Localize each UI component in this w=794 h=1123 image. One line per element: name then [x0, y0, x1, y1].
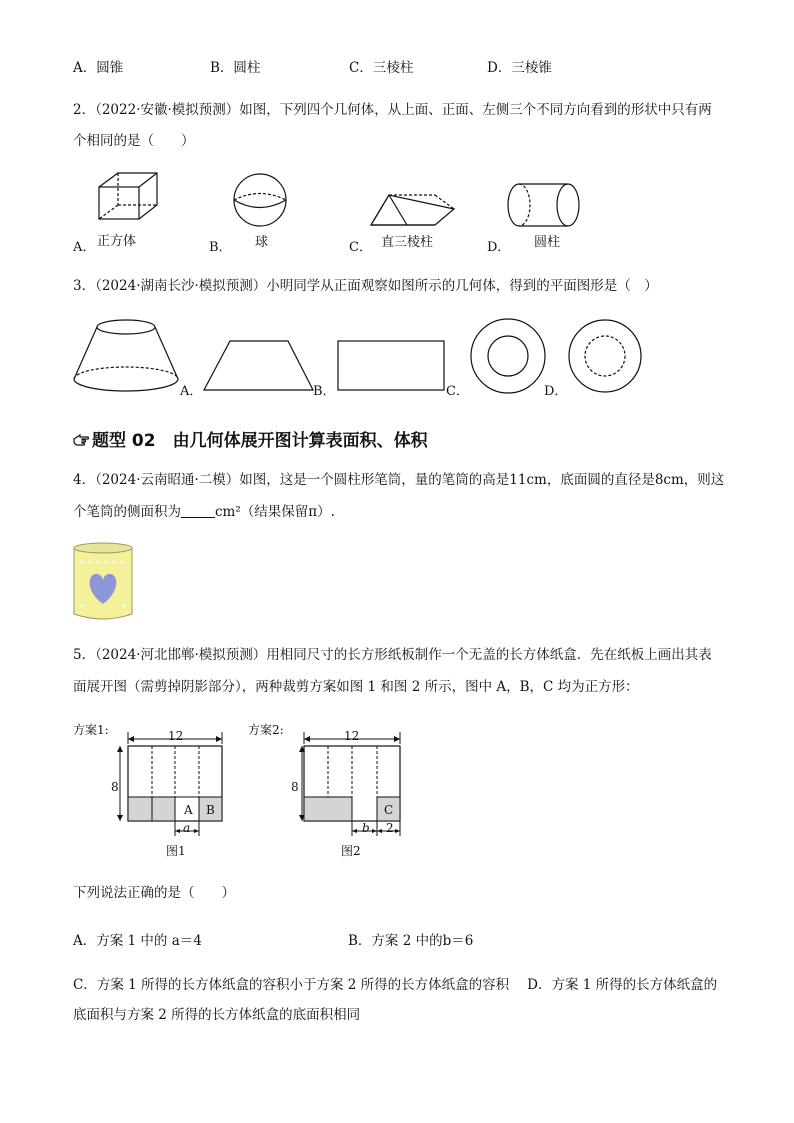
q2-option-a-letter: A． [73, 240, 96, 255]
rectangle-option [338, 341, 444, 390]
fig2-caption: 图2 [341, 844, 361, 858]
q2-cylinder-label: 圆柱 [534, 235, 561, 250]
plan2-label: 方案2: [248, 723, 284, 737]
q3-text-line1: 3．（2024·湖南长沙·模拟预测）小明同学从正面观察如图所示的几何体，得到的平面图形是（ ） [73, 278, 658, 294]
triangular-prism-figure [371, 195, 454, 225]
q4-text-line1: 4．（2024·云南昭通·二模）如图，这是一个圆柱形笔筒，量的笔筒的高是11cm，底面圆的直径是8cm，则这 [73, 472, 725, 488]
square-a-label: A [184, 803, 193, 817]
section-heading [73, 426, 428, 451]
q1-option-a: A．圆锥 [73, 60, 124, 76]
q1-option-d: D．三棱锥 [487, 60, 552, 76]
q2-text-line2: 个相同的是（ ） [73, 133, 195, 149]
q1-option-c: C．三棱柱 [349, 60, 414, 76]
plan1-height-label: 8 [111, 780, 119, 794]
q3-option-b-letter: B． [313, 384, 336, 399]
dim-2-label: 2 [386, 821, 394, 835]
q3-figures [0, 310, 794, 400]
solid-rings-option [471, 319, 545, 393]
plan1-width-label: 12 [168, 729, 184, 743]
q5-option-d-text-2: 底面积与方案 2 所得的长方体纸盒的底面积相同 [73, 1007, 361, 1023]
dashed-rings-option [569, 320, 641, 392]
q2-cube-label: 正方体 [97, 234, 137, 249]
q5-option-c [73, 975, 717, 995]
section-title: 题型 02 由几何体展开图计算表面积、体积 [92, 431, 428, 451]
q5-option-a: A．方案 1 中的 a＝4 [73, 933, 202, 949]
q2-option-c-letter: C． [349, 240, 372, 255]
fig1-caption: 图1 [166, 844, 186, 858]
q5-text-line1: 5．（2024·河北邯郸·模拟预测）用相同尺寸的长方形纸板制作一个无盖的长方体纸盒．先在纸板上画出其表 [73, 647, 712, 663]
dim-a-label: a [183, 821, 191, 835]
square-c-label: C [384, 803, 394, 817]
q5-option-c-text: C．方案 1 所得的长方体纸盒的容积小于方案 2 所得的长方体纸盒的容积 [73, 977, 510, 993]
hand-pointer-icon [73, 431, 90, 451]
q3-option-d-letter: D． [544, 384, 568, 399]
q2-option-b-letter: B． [209, 240, 232, 255]
q3-option-a-letter: A． [180, 384, 203, 399]
q2-text-line1: 2．（2022·安徽·模拟预测）如图，下列四个几何体，从上面、正面、左侧三个不同方向看到的形状中只有两 [73, 102, 712, 118]
q2-prism-label: 直三棱柱 [381, 235, 434, 250]
frustum-figure [74, 320, 178, 391]
q4-text-after-blank: cm²（结果保留π）. [215, 504, 335, 520]
q1-option-b: B．圆柱 [210, 60, 261, 76]
q4-text-before-blank: 个笔筒的侧面积为 [73, 504, 181, 520]
pen-holder-figure [70, 540, 140, 624]
plan2-width-label: 12 [344, 729, 360, 743]
plan2-height-label: 8 [291, 780, 299, 794]
dim-b-label: b [362, 821, 370, 835]
square-b-label: B [206, 803, 215, 817]
cylinder-figure [508, 184, 579, 226]
q5-text-line2: 面展开图（需剪掉阴影部分），两种裁剪方案如图 1 和图 2 所示，图中 A，B，C 均为正方形： [73, 679, 639, 695]
q5-option-d-text-1: D．方案 1 所得的长方体纸盒的 [527, 977, 718, 993]
q3-option-c-letter: C． [446, 384, 469, 399]
q5-prompt: 下列说法正确的是（ ） [73, 885, 235, 901]
q5-option-b: B．方案 2 中的b＝6 [348, 933, 474, 949]
sphere-figure [234, 174, 286, 226]
plan1-figure [70, 718, 240, 862]
cube-figure [99, 173, 157, 219]
q2-sphere-label: 球 [255, 235, 269, 250]
answer-blank [181, 503, 215, 518]
q2-option-d-letter: D． [487, 240, 511, 255]
plan1-label: 方案1: [73, 723, 109, 737]
q4-text-line2 [73, 502, 335, 522]
trapezoid-option [204, 341, 313, 390]
plan2-figure [250, 718, 420, 862]
